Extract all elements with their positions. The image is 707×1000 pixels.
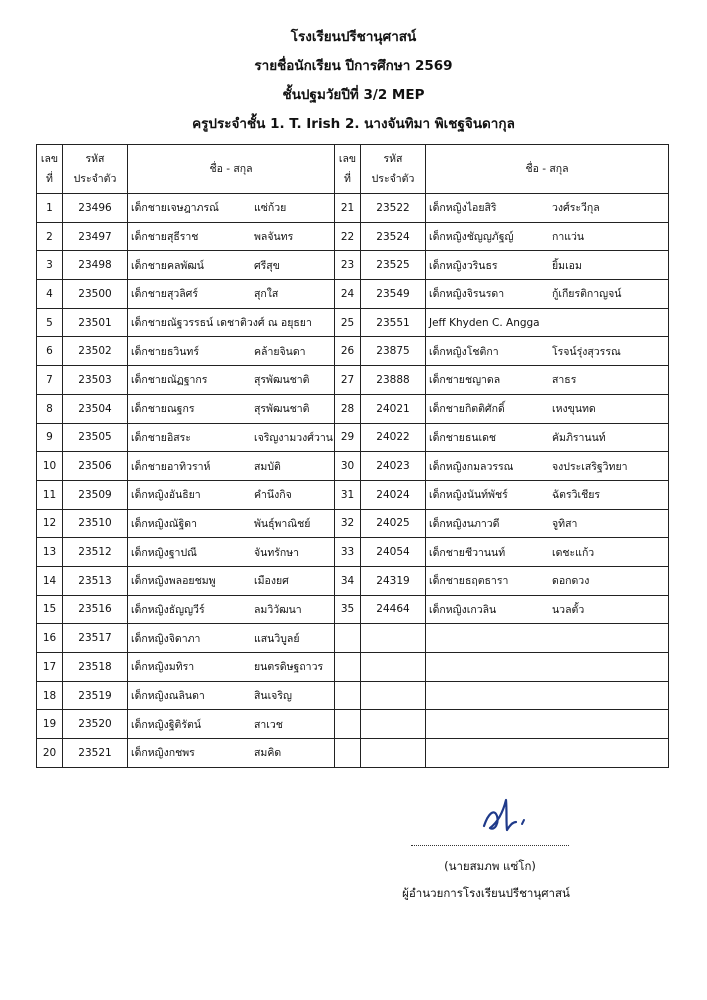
- table-row: [37, 308, 669, 337]
- student-id: 24022: [361, 423, 426, 452]
- student-number: 19: [37, 710, 63, 739]
- student-first-name: เด็กชายอาทิวราห์: [131, 460, 211, 473]
- student-first-name: เด็กชายณัฐวรรธน์ เดชาติวงศ์ ณ อยุธยา: [131, 317, 312, 330]
- table-row: [37, 566, 669, 595]
- student-id: 23509: [63, 480, 128, 509]
- student-number: 14: [37, 566, 63, 595]
- student-last-name: กู้เกียรติกาญจน์: [552, 288, 622, 301]
- student-number: [335, 624, 361, 653]
- student-id: 23521: [63, 739, 128, 768]
- student-name-cell: [426, 480, 669, 509]
- student-id: 23518: [63, 653, 128, 682]
- student-first-name: เด็กหญิงฐิติรัตน์: [131, 718, 202, 731]
- student-name-cell: [426, 538, 669, 567]
- table-header-row: [37, 145, 669, 194]
- student-number: 34: [335, 566, 361, 595]
- student-name-cell: [128, 194, 335, 223]
- student-first-name: เด็กหญิงนันท์พัชร์: [429, 489, 508, 502]
- student-number: 8: [37, 394, 63, 423]
- student-name-cell: [426, 509, 669, 538]
- signer-position: ผู้อำนวยการโรงเรียนปรีชานุศาสน์: [402, 886, 570, 900]
- student-number: 30: [335, 452, 361, 481]
- student-name-cell: [128, 538, 335, 567]
- student-name-cell: [426, 394, 669, 423]
- student-first-name: เด็กชายธฤตธารา: [429, 575, 509, 588]
- student-id: [361, 710, 426, 739]
- student-number: 21: [335, 194, 361, 223]
- student-first-name: เด็กหญิงมทิรา: [131, 661, 195, 674]
- student-first-name: เด็กชายธนเดช: [429, 431, 497, 444]
- table-row: [37, 624, 669, 653]
- student-number: 1: [37, 194, 63, 223]
- table-row: [37, 394, 669, 423]
- student-number: 6: [37, 337, 63, 366]
- student-first-name: เด็กหญิงอันธิยา: [131, 489, 201, 502]
- student-last-name: ดอกดวง: [552, 575, 590, 588]
- student-number: 33: [335, 538, 361, 567]
- student-name-cell: [128, 566, 335, 595]
- table-row: [37, 222, 669, 251]
- student-id: 24021: [361, 394, 426, 423]
- student-number: 29: [335, 423, 361, 452]
- student-name-cell: [128, 251, 335, 280]
- table-row: [37, 423, 669, 452]
- student-number: 31: [335, 480, 361, 509]
- student-first-name: เด็กชายธวินทร์: [131, 345, 199, 358]
- student-last-name: คำนึงกิจ: [254, 489, 292, 502]
- student-id: 23551: [361, 308, 426, 337]
- student-id: 23496: [63, 194, 128, 223]
- student-number: 16: [37, 624, 63, 653]
- student-number: 10: [37, 452, 63, 481]
- table-row: [37, 653, 669, 682]
- student-id: 23510: [63, 509, 128, 538]
- student-last-name: ฉัตรวิเชียร: [552, 489, 601, 502]
- student-last-name: สุรพัฒนชาติ: [254, 403, 310, 416]
- student-number: 18: [37, 681, 63, 710]
- student-name-cell: [128, 480, 335, 509]
- student-last-name: แซ่ก้วย: [254, 202, 287, 215]
- student-id: 23498: [63, 251, 128, 280]
- student-first-name: เด็กชายชญาดล: [429, 374, 501, 387]
- student-name-cell: [426, 653, 669, 682]
- student-number: 17: [37, 653, 63, 682]
- student-last-name: เดชะแก้ว: [552, 546, 595, 559]
- student-first-name: เด็กหญิงพลอยชมพู: [131, 575, 216, 588]
- student-number: 13: [37, 538, 63, 567]
- column-header-name: ชื่อ - สกุล: [426, 145, 669, 194]
- student-first-name: เด็กชายชีวานนท์: [429, 546, 506, 559]
- student-id: 23520: [63, 710, 128, 739]
- student-name-cell: [426, 739, 669, 768]
- column-header-name: ชื่อ - สกุล: [128, 145, 335, 194]
- student-first-name: เด็กหญิงไอยสิริ: [429, 202, 497, 215]
- student-last-name: ศรีสุข: [254, 259, 280, 272]
- student-name-cell: [426, 308, 669, 337]
- student-last-name: สุกใส: [254, 288, 279, 301]
- student-id: 23512: [63, 538, 128, 567]
- table-row: [37, 739, 669, 768]
- student-number: 3: [37, 251, 63, 280]
- student-id: 24464: [361, 595, 426, 624]
- student-first-name: เด็กหญิงฐาปณี: [131, 546, 197, 559]
- student-id: 24023: [361, 452, 426, 481]
- student-name-cell: [426, 566, 669, 595]
- student-id: [361, 624, 426, 653]
- student-number: 11: [37, 480, 63, 509]
- student-name-cell: [128, 280, 335, 309]
- student-name-cell: [128, 423, 335, 452]
- student-name-cell: [128, 308, 335, 337]
- student-id: 23506: [63, 452, 128, 481]
- student-last-name: จูทิสา: [552, 517, 578, 530]
- student-last-name: ลมวิวัฒนา: [254, 603, 302, 616]
- student-id: [361, 653, 426, 682]
- student-last-name: ยนตรดิษฐถาวร: [254, 661, 324, 674]
- student-number: 24: [335, 280, 361, 309]
- student-name-cell: [426, 624, 669, 653]
- student-last-name: สินเจริญ: [254, 690, 292, 703]
- table-row: [37, 452, 669, 481]
- student-id: 24054: [361, 538, 426, 567]
- student-name-cell: [128, 681, 335, 710]
- student-first-name: เด็กหญิงเกวลิน: [429, 603, 497, 616]
- student-name-cell: [128, 337, 335, 366]
- student-number: 25: [335, 308, 361, 337]
- student-first-name: เด็กหญิงกชพร: [131, 747, 195, 760]
- roster-body: [37, 194, 669, 768]
- student-number: 28: [335, 394, 361, 423]
- student-first-name: เด็กหญิงจิรนรดา: [429, 288, 505, 301]
- column-header-student-id: รหัส ประจำตัว: [361, 145, 426, 194]
- student-first-name: เด็กชายณฐกร: [131, 403, 195, 416]
- student-id: 23524: [361, 222, 426, 251]
- student-number: 4: [37, 280, 63, 309]
- class-name: ชั้นปฐมวัยปีที่ 3/2 MEP: [282, 87, 425, 103]
- student-name-cell: [128, 653, 335, 682]
- student-id: 23505: [63, 423, 128, 452]
- student-last-name: คัมภิรานนท์: [552, 431, 606, 444]
- student-first-name: เด็กชายสุธีราช: [131, 231, 199, 244]
- list-title: รายชื่อนักเรียน ปีการศึกษา 2569: [254, 58, 453, 74]
- student-last-name: คล้ายจินดา: [254, 345, 306, 358]
- student-id: 23497: [63, 222, 128, 251]
- student-number: 26: [335, 337, 361, 366]
- student-last-name: เมืองยศ: [254, 575, 289, 588]
- student-id: 23888: [361, 366, 426, 395]
- student-first-name: เด็กหญิงกมลวรรณ: [429, 460, 514, 473]
- column-header-number: เลข ที่: [37, 145, 63, 194]
- student-first-name: เด็กหญิงนภาวดี: [429, 517, 500, 530]
- student-last-name: วงศ์ระวีกุล: [552, 202, 600, 215]
- student-id: 23513: [63, 566, 128, 595]
- student-id: 24319: [361, 566, 426, 595]
- student-name-cell: [426, 710, 669, 739]
- student-id: [361, 739, 426, 768]
- student-number: 23: [335, 251, 361, 280]
- student-number: 20: [37, 739, 63, 768]
- student-first-name: เด็กหญิงณลินดา: [131, 690, 205, 703]
- student-first-name: เด็กหญิงธัญญวีร์: [131, 603, 205, 616]
- student-number: [335, 653, 361, 682]
- student-number: 15: [37, 595, 63, 624]
- student-last-name: พันธุ์พาณิชย์: [254, 517, 311, 530]
- student-first-name: เด็กหญิงโชติกา: [429, 345, 499, 358]
- student-id: 23516: [63, 595, 128, 624]
- student-id: 23875: [361, 337, 426, 366]
- student-id: 23500: [63, 280, 128, 309]
- student-number: [335, 710, 361, 739]
- student-last-name: แสนวิบูลย์: [254, 632, 300, 645]
- student-name-cell: [426, 595, 669, 624]
- signature-line: [411, 845, 569, 846]
- student-number: 2: [37, 222, 63, 251]
- table-row: [37, 251, 669, 280]
- table-row: [37, 480, 669, 509]
- student-last-name: ยิ้มเอม: [552, 259, 582, 272]
- student-id: 23522: [361, 194, 426, 223]
- student-name-cell: [426, 452, 669, 481]
- student-number: [335, 681, 361, 710]
- table-row: [37, 280, 669, 309]
- student-id: 23519: [63, 681, 128, 710]
- table-row: [37, 595, 669, 624]
- table-row: [37, 337, 669, 366]
- student-first-name: เด็กชายสุวลิศร์: [131, 288, 198, 301]
- student-name-cell: [128, 452, 335, 481]
- student-id: 23504: [63, 394, 128, 423]
- student-roster-table: [36, 144, 669, 768]
- school-name: โรงเรียนปรีชานุศาสน์: [290, 29, 417, 45]
- table-row: [37, 710, 669, 739]
- student-name-cell: [128, 624, 335, 653]
- student-name-cell: [128, 509, 335, 538]
- student-name-cell: [426, 423, 669, 452]
- student-first-name: เด็กชายอิสระ: [131, 431, 191, 444]
- student-first-name: เด็กชายเจษฎาภรณ์: [131, 202, 219, 215]
- student-last-name: สมคิด: [254, 747, 282, 760]
- student-number: [335, 739, 361, 768]
- student-name-cell: [426, 194, 669, 223]
- student-number: 12: [37, 509, 63, 538]
- student-id: 24025: [361, 509, 426, 538]
- student-last-name: กาแว่น: [552, 231, 585, 244]
- student-id: 23502: [63, 337, 128, 366]
- table-row: [37, 366, 669, 395]
- student-name-cell: [426, 681, 669, 710]
- student-id: 24024: [361, 480, 426, 509]
- student-number: 22: [335, 222, 361, 251]
- student-name-cell: [128, 222, 335, 251]
- student-first-name: เด็กชายณัฏฐากร: [131, 374, 208, 387]
- student-last-name: พลจันทร: [254, 231, 294, 244]
- student-id: 23503: [63, 366, 128, 395]
- student-first-name: เด็กชายคลพัฒน์: [131, 259, 204, 272]
- column-header-student-id: รหัส ประจำตัว: [63, 145, 128, 194]
- student-name-cell: [128, 595, 335, 624]
- student-id: 23517: [63, 624, 128, 653]
- student-first-name: เด็กหญิงณัฐิดา: [131, 517, 198, 530]
- student-number: 35: [335, 595, 361, 624]
- student-last-name: สมบัติ: [254, 460, 281, 473]
- student-last-name: โรจน์รุ่งสุวรรณ: [552, 345, 621, 358]
- student-last-name: สาธร: [552, 374, 577, 387]
- student-name-cell: [426, 280, 669, 309]
- student-id: [361, 681, 426, 710]
- student-first-name: เด็กหญิงชัญญภัฐญ์: [429, 231, 514, 244]
- homeroom-teachers: ครูประจำชั้น 1. T. Irish 2. นางจันทิมา พิเชฐจินดากุล: [192, 116, 515, 132]
- student-name-cell: [426, 366, 669, 395]
- student-first-name: เด็กชายกิตติศักดิ์: [429, 403, 505, 416]
- student-last-name: สาเวช: [254, 718, 283, 731]
- column-header-number: เลข ที่: [335, 145, 361, 194]
- student-number: 5: [37, 308, 63, 337]
- student-last-name: จงประเสริฐวิทยา: [552, 460, 628, 473]
- student-id: 23525: [361, 251, 426, 280]
- student-last-name: จันทรักษา: [254, 546, 300, 559]
- student-name-cell: [426, 337, 669, 366]
- table-row: [37, 194, 669, 223]
- student-number: 9: [37, 423, 63, 452]
- student-name-cell: [128, 739, 335, 768]
- student-number: 27: [335, 366, 361, 395]
- student-name-cell: [128, 366, 335, 395]
- table-row: [37, 509, 669, 538]
- student-first-name: Jeff Khyden C. Angga: [429, 316, 540, 329]
- table-row: [37, 681, 669, 710]
- student-name-cell: [426, 222, 669, 251]
- student-first-name: เด็กหญิงจิดาภา: [131, 632, 201, 645]
- student-id: 23549: [361, 280, 426, 309]
- signer-name: (นายสมภพ แซ่โก): [444, 859, 536, 873]
- signature-mark: [478, 792, 538, 844]
- student-first-name: เด็กหญิงวรินธร: [429, 259, 498, 272]
- student-name-cell: [128, 710, 335, 739]
- student-name-cell: [426, 251, 669, 280]
- student-name-cell: [128, 394, 335, 423]
- student-last-name: เหงขุนทด: [552, 403, 596, 416]
- table-row: [37, 538, 669, 567]
- student-number: 7: [37, 366, 63, 395]
- student-last-name: นวลตั้ว: [552, 603, 585, 616]
- student-last-name: เจริญงามวงศ์วาน: [254, 431, 333, 444]
- student-number: 32: [335, 509, 361, 538]
- student-last-name: สุรพัฒนชาติ: [254, 374, 310, 387]
- student-id: 23501: [63, 308, 128, 337]
